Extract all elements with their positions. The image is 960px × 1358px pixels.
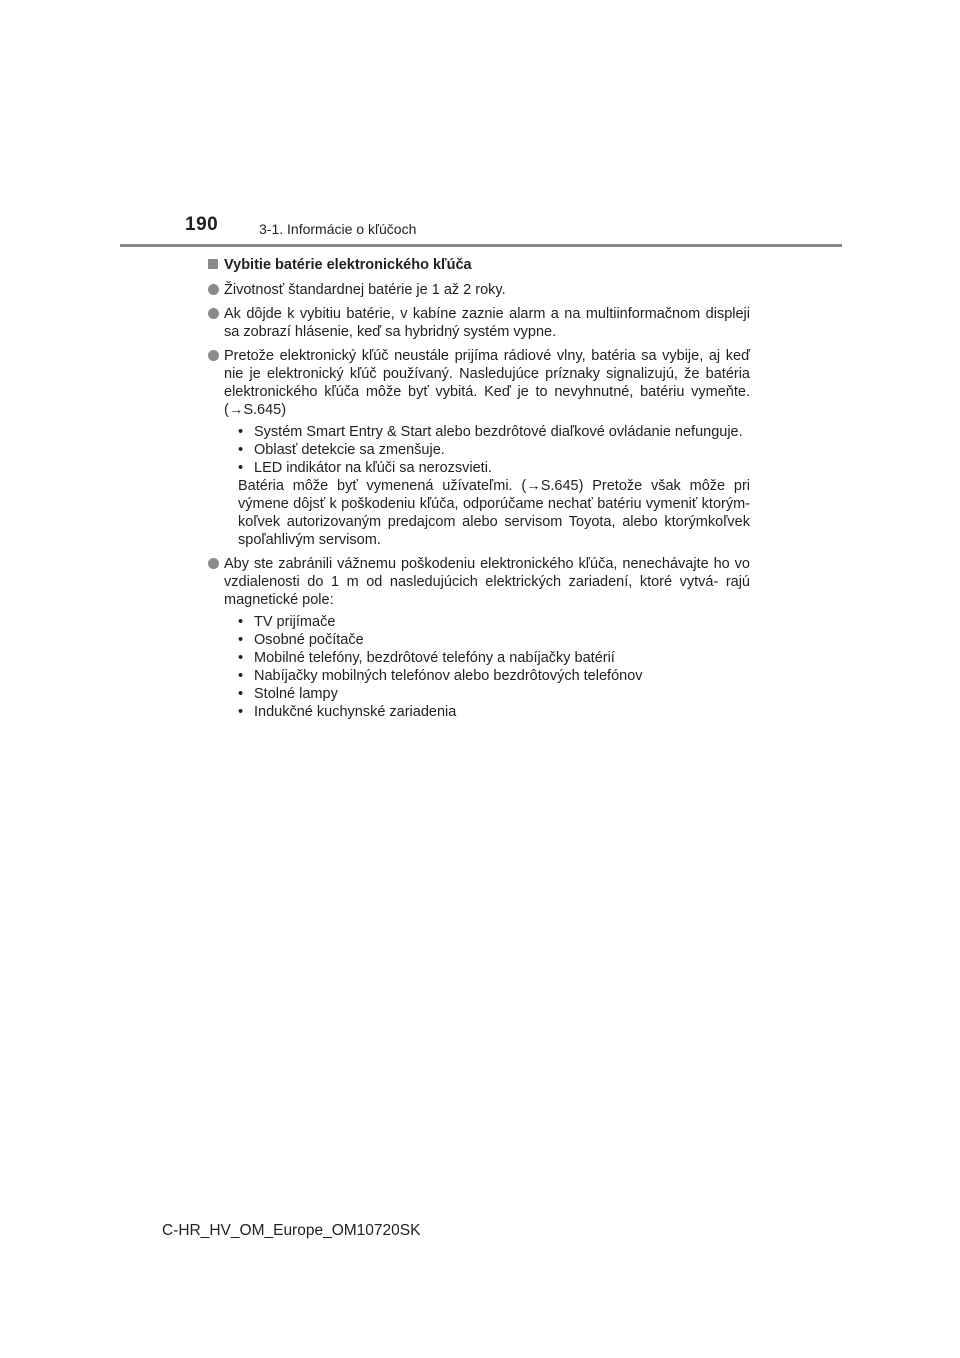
- list-item: • Oblasť detekcie sa zmenšuje.: [238, 441, 750, 459]
- circle-bullet-icon: [208, 308, 219, 319]
- footer-code: C-HR_HV_OM_Europe_OM10720SK: [162, 1222, 421, 1239]
- bullet-item: [208, 305, 750, 341]
- list-item: • Systém Smart Entry & Start alebo bezdrôtové diaľkové ovládanie nefunguje.: [238, 423, 750, 441]
- bullet-item: [208, 347, 750, 419]
- bullet-text: Aby ste zabránili vážnemu poškodeniu elektronického kľúča, nenechávajte ho vo vzdialenosti do 1 m od nasledujúcich elektrických zariadení, ktoré vytvá- rajú magnetické pole:: [224, 556, 750, 608]
- bullet-text: Pretože elektronický kľúč neustále prijíma rádiové vlny, batéria sa vybije, aj keď nie je elektronický kľúč používaný. Nasledujúce príznaky signalizujú, že batéria elektronického kľúča môže byť vybitá. Keď je to nevyhnutné, batériu vymeňte. (→S.645): [224, 348, 750, 418]
- symptom-list: [238, 423, 750, 477]
- circle-bullet-icon: [208, 558, 219, 569]
- list-item: • Nabíjačky mobilných telefónov alebo bezdrôtových telefónov: [238, 667, 750, 685]
- bullet-text: Ak dôjde k vybitiu batérie, v kabíne zaznie alarm a na multiinformačnom displeji sa zobrazí hlásenie, keď sa hybridný systém vypne.: [224, 306, 750, 340]
- list-item: • LED indikátor na kľúči sa nerozsvieti.: [238, 459, 750, 477]
- section-heading-text: Vybitie batérie elektronického kľúča: [224, 257, 472, 273]
- circle-bullet-icon: [208, 350, 219, 361]
- header-rule: [120, 244, 842, 247]
- list-item: • Mobilné telefóny, bezdrôtové telefóny a nabíjačky batérií: [238, 649, 750, 667]
- square-bullet-icon: [208, 259, 218, 269]
- device-list: [238, 613, 750, 721]
- section-title: 3-1. Informácie o kľúčoch: [259, 221, 417, 237]
- list-item: • Stolné lampy: [238, 685, 750, 703]
- bullet-item: [208, 555, 750, 609]
- section-heading: [208, 256, 750, 274]
- content: [208, 256, 750, 721]
- bullet-text: Životnosť štandardnej batérie je 1 až 2 roky.: [224, 282, 506, 298]
- list-item: • TV prijímače: [238, 613, 750, 631]
- bullet-item: [208, 281, 750, 299]
- page-number: 190: [185, 214, 219, 235]
- list-item: • Osobné počítače: [238, 631, 750, 649]
- replacement-note: Batéria môže byť vymenená užívateľmi. (→S.645) Pretože však môže pri výmene dôjsť k poškodeniu kľúča, odporúčame nechať batériu vymeniť ktorým- koľvek autorizovaným predajcom alebo servisom Toyota, alebo ktorýmkoľvek spoľahlivým servisom.: [238, 478, 750, 548]
- list-item: • Indukčné kuchynské zariadenia: [238, 703, 750, 721]
- circle-bullet-icon: [208, 284, 219, 295]
